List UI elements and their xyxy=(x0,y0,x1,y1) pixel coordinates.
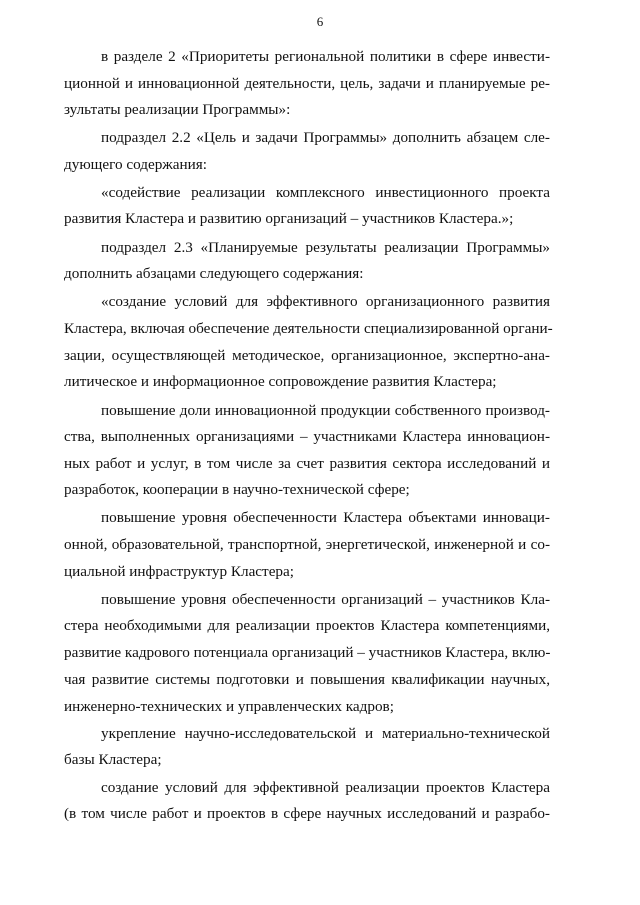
text-line: подраздел 2.3 «Планируемые результаты реализации Программы» xyxy=(101,239,550,256)
text-line: чая развитие системы подготовки и повышения квалификации научных, xyxy=(64,671,550,688)
page-number: 6 xyxy=(316,14,324,29)
text-line: подраздел 2.2 «Цель и задачи Программы» дополнить абзацем сле- xyxy=(101,129,550,146)
text-line: дополнить абзацами следующего содержания: xyxy=(64,265,364,282)
text-line: разработок, кооперации в научно-технической сфере; xyxy=(64,481,410,498)
text-line: дующего содержания: xyxy=(64,156,207,173)
text-line: развитие кадрового потенциала организаций – участников Кластера, вклю- xyxy=(64,644,551,661)
text-line: зультаты реализации Программы»: xyxy=(64,101,291,118)
text-line: укрепление научно-исследовательской и материально-технической xyxy=(101,725,550,742)
text-line: стера необходимыми для реализации проектов Кластера компетенциями, xyxy=(64,617,550,634)
text-line: ных работ и услуг, в том числе за счет развития сектора исследований и xyxy=(64,455,550,472)
text-line: повышение доли инновационной продукции собственного производ- xyxy=(101,402,550,419)
text-line: ционной и инновационной деятельности, цель, задачи и планируемые ре- xyxy=(64,75,550,92)
text-line: онной, образовательной, транспортной, энергетической, инженерной и со- xyxy=(64,536,550,553)
text-line: Кластера, включая обеспечение деятельности специализированной органи- xyxy=(64,320,553,337)
text-line: развития Кластера и развитию организаций – участников Кластера.»; xyxy=(64,210,514,227)
text-line: зации, осуществляющей методическое, организационное, экспертно-ана- xyxy=(64,347,550,364)
text-line: (в том числе работ и проектов в сфере научных исследований и разрабо- xyxy=(64,805,550,822)
text-line: «содействие реализации комплексного инвестиционного проекта xyxy=(101,184,550,201)
text-line: «создание условий для эффективного организационного развития xyxy=(101,293,550,310)
text-line: в разделе 2 «Приоритеты региональной политики в сфере инвести- xyxy=(101,48,550,65)
text-line: повышение уровня обеспеченности организаций – участников Кла- xyxy=(101,591,550,608)
text-line: литическое и информационное сопровождение развития Кластера; xyxy=(64,373,497,390)
text-line: инженерно-технических и управленческих кадров; xyxy=(64,698,394,715)
text-line: базы Кластера; xyxy=(64,751,162,768)
text-line: создание условий для эффективной реализации проектов Кластера xyxy=(101,779,550,796)
text-line: повышение уровня обеспеченности Кластера объектами инновaци- xyxy=(101,509,550,526)
text-line: ства, выполненных организациями – участниками Кластера инновацион- xyxy=(64,428,550,445)
text-line: циальной инфраструктур Кластера; xyxy=(64,563,294,580)
